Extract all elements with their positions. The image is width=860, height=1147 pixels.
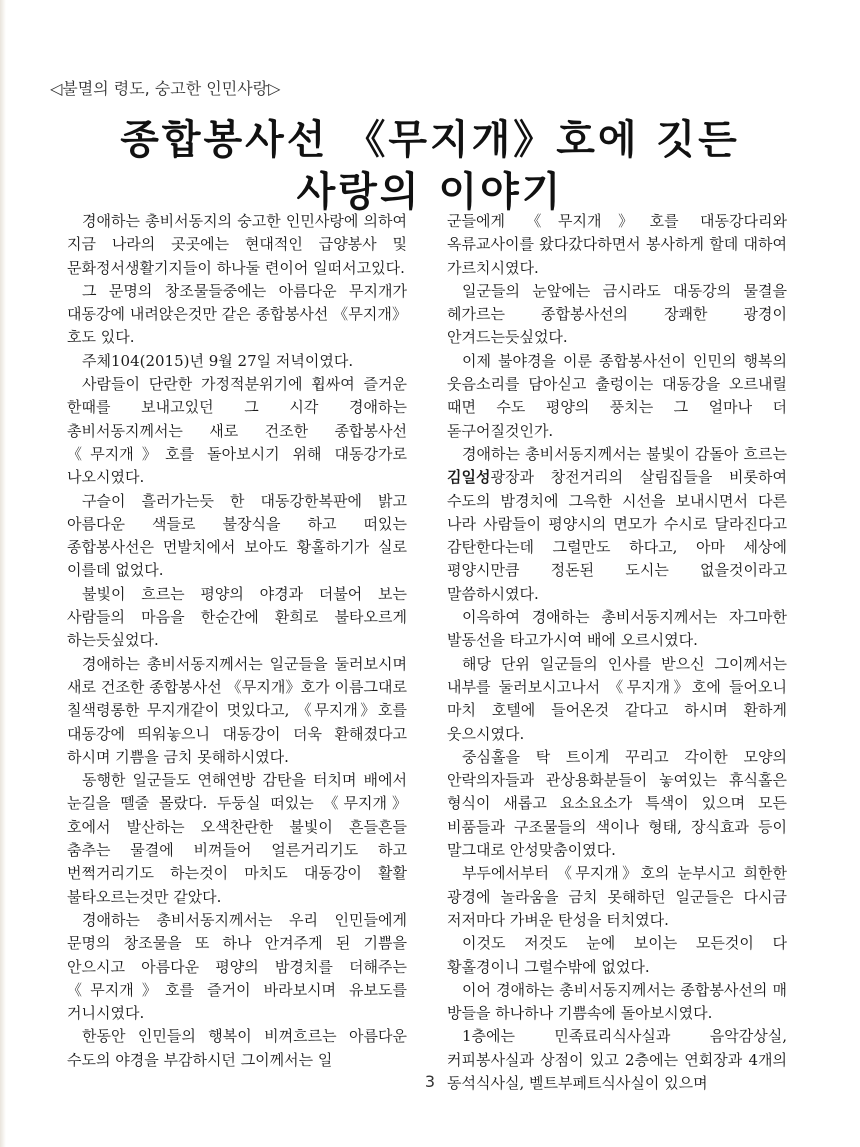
paragraph-text: 경애하는 총비서동지께서는 불빛이 감돌아 흐르는	[462, 444, 787, 463]
paragraph: 이어 경애하는 총비서동지께서는 종합봉사선의 매 방들을 하나하나 기쁨속에 돌아보시였다.	[447, 980, 787, 1023]
paragraph: 그 문명의 창조물들중에는 아름다운 무지개가 대동강에 내려앉은것만 같은 종합봉사선 《무지개》호도 있다.	[67, 281, 407, 347]
paragraph: 부두에서부터 《무지개》호의 눈부시고 희한한 광경에 놀라움을 금치 못해하던 일군들은 다시금 저저마다 가벼운 탄성을 터치였다.	[447, 864, 787, 929]
paragraph-continued: 군들에게 《무지개》호를 대동강다리와 옥류교사이를 왔다갔다하면서 봉사하게 할데 대하여 가르치시였다.	[447, 212, 787, 277]
paragraph: 이것도 저것도 눈에 보이는 모든것이 다 황홀경이니 그럴수밖에 없었다.	[447, 934, 787, 976]
paragraph: 불빛이 흐르는 평양의 야경과 더불어 보는 사람들의 마음을 한순간에 환희로 불타오르게 하는듯싶었다.	[67, 584, 407, 650]
emphasized-name: 김일성	[447, 468, 491, 487]
paragraph: 동행한 일군들도 연해연방 감탄을 터치며 배에서 눈길을 뗄줄 몰랐다. 두둥실 떠있는 《무지개》호에서 발산하는 오색찬란한 불빛이 흔들흔들 춤추는 물결에 비껴들어 얼른거리기도 하고 번쩍거리기도 하는것이 마치도 대동강이 활활 불타오르는것만 같았다.	[67, 771, 407, 906]
paragraph: 해당 단위 일군들의 인사를 받으신 그이께서는 내부를 둘러보시고나서 《무지개》호에 들어오니 마치 호텔에 들어온것 같다고 하시며 환하게 웃으시였다.	[447, 654, 787, 743]
paragraph: 한동안 인민들의 행복이 비껴흐르는 아름다운 수도의 야경을 부감하시던 그이께서는 일	[67, 1027, 407, 1069]
paragraph	[447, 443, 787, 606]
paragraph: 구슬이 흘러가는듯 한 대동강한복판에 밝고 아름다운 색들로 불장식을 하고 떠있는 종합봉사선은 먼발치에서 보아도 황홀하기가 실로 이를데 없었다.	[67, 491, 407, 580]
paragraph: 1층에는 민족료리식사실과 음악감상실, 커피봉사실과 상점이 있고 2층에는 연회장과 4개의 동석식사실, 벨트부페트식사실이 있으며	[447, 1027, 787, 1092]
paragraph: 일군들의 눈앞에는 금시라도 대동강의 물결을 헤가르는 종합봉사선의 장쾌한 광경이 안겨드는듯싶었다.	[447, 281, 787, 347]
paragraph: 중심홀을 탁 트이게 꾸리고 각이한 모양의 안락의자들과 관상용화분들이 놓여있는 휴식홀은 형식이 새롭고 요소요소가 특색이 있으며 모든 비품들과 구조물들의 색이나 형태, 장식효과 등이 말그대로 안성맞춤이였다.	[447, 747, 787, 860]
paragraph: 경애하는 총비서동지의 숭고한 인민사랑에 의하여 지금 나라의 곳곳에는 현대적인 급양봉사 및 문화정서생활기지들이 하나둘 련이어 일떠서고있다.	[67, 212, 407, 277]
left-text-column	[67, 210, 407, 1072]
page-number: 3	[424, 1072, 436, 1091]
paragraph: 이제 불야경을 이룬 종합봉사선이 인민의 행복의 웃음소리를 담아싣고 출렁이는 대동강을 오르내릴 때면 수도 평양의 풍치는 그 얼마나 더 돋구어질것인가.	[447, 351, 787, 440]
paragraph: 이윽하여 경애하는 총비서동지께서는 자그마한 발동선을 타고가시여 배에 오르시였다.	[447, 608, 787, 650]
right-text-column	[447, 210, 787, 1095]
article-title-line-2: 사랑의 이야기	[296, 168, 564, 215]
paragraph-text: 광장과 창전거리의 살림집들을 비롯하여 수도의 밤경치에 그윽한 시선을 보내시면서 다른 나라 사람들이 평양시의 면모가 수시로 달라진다고 감탄한다는데 그럴만도 하다고, 아마 세상에 평양시만큼 정돈된 도시는 없을것이라고 말씀하시였다.	[447, 468, 787, 603]
paragraph: 주체104(2015)년 9월 27일 저녁이였다.	[82, 351, 354, 370]
paragraph: 경애하는 총비서동지께서는 우리 인민들에게 문명의 창조물을 또 하나 안겨주게 된 기쁨을 안으시고 아름다운 평양의 밤경치를 더해주는 《무지개》호를 즐거이 바라보시며 유보도를 거니시였다.	[67, 910, 407, 1023]
paragraph: 사람들이 단란한 가정적분위기에 휩싸여 즐거운 한때를 보내고있던 그 시각 경애하는 총비서동지께서는 새로 건조한 종합봉사선 《무지개》호를 돌아보시기 위해 대동강가로 나오시였다.	[67, 375, 407, 487]
article-title-line-1: 종합봉사선 《무지개》호에 깃든	[120, 116, 740, 163]
paragraph: 경애하는 총비서동지께서는 일군들을 둘러보시며 새로 건조한 종합봉사선 《무지개》호가 이름그대로 칠색령롱한 무지개같이 멋있다고, 《무지개》호를 대동강에 띄워놓으니 대동강이 더욱 환해졌다고 하시며 기쁨을 금치 못해하시였다.	[67, 654, 407, 766]
series-heading: ◁불멸의 령도, 숭고한 인민사랑▷	[50, 79, 281, 98]
